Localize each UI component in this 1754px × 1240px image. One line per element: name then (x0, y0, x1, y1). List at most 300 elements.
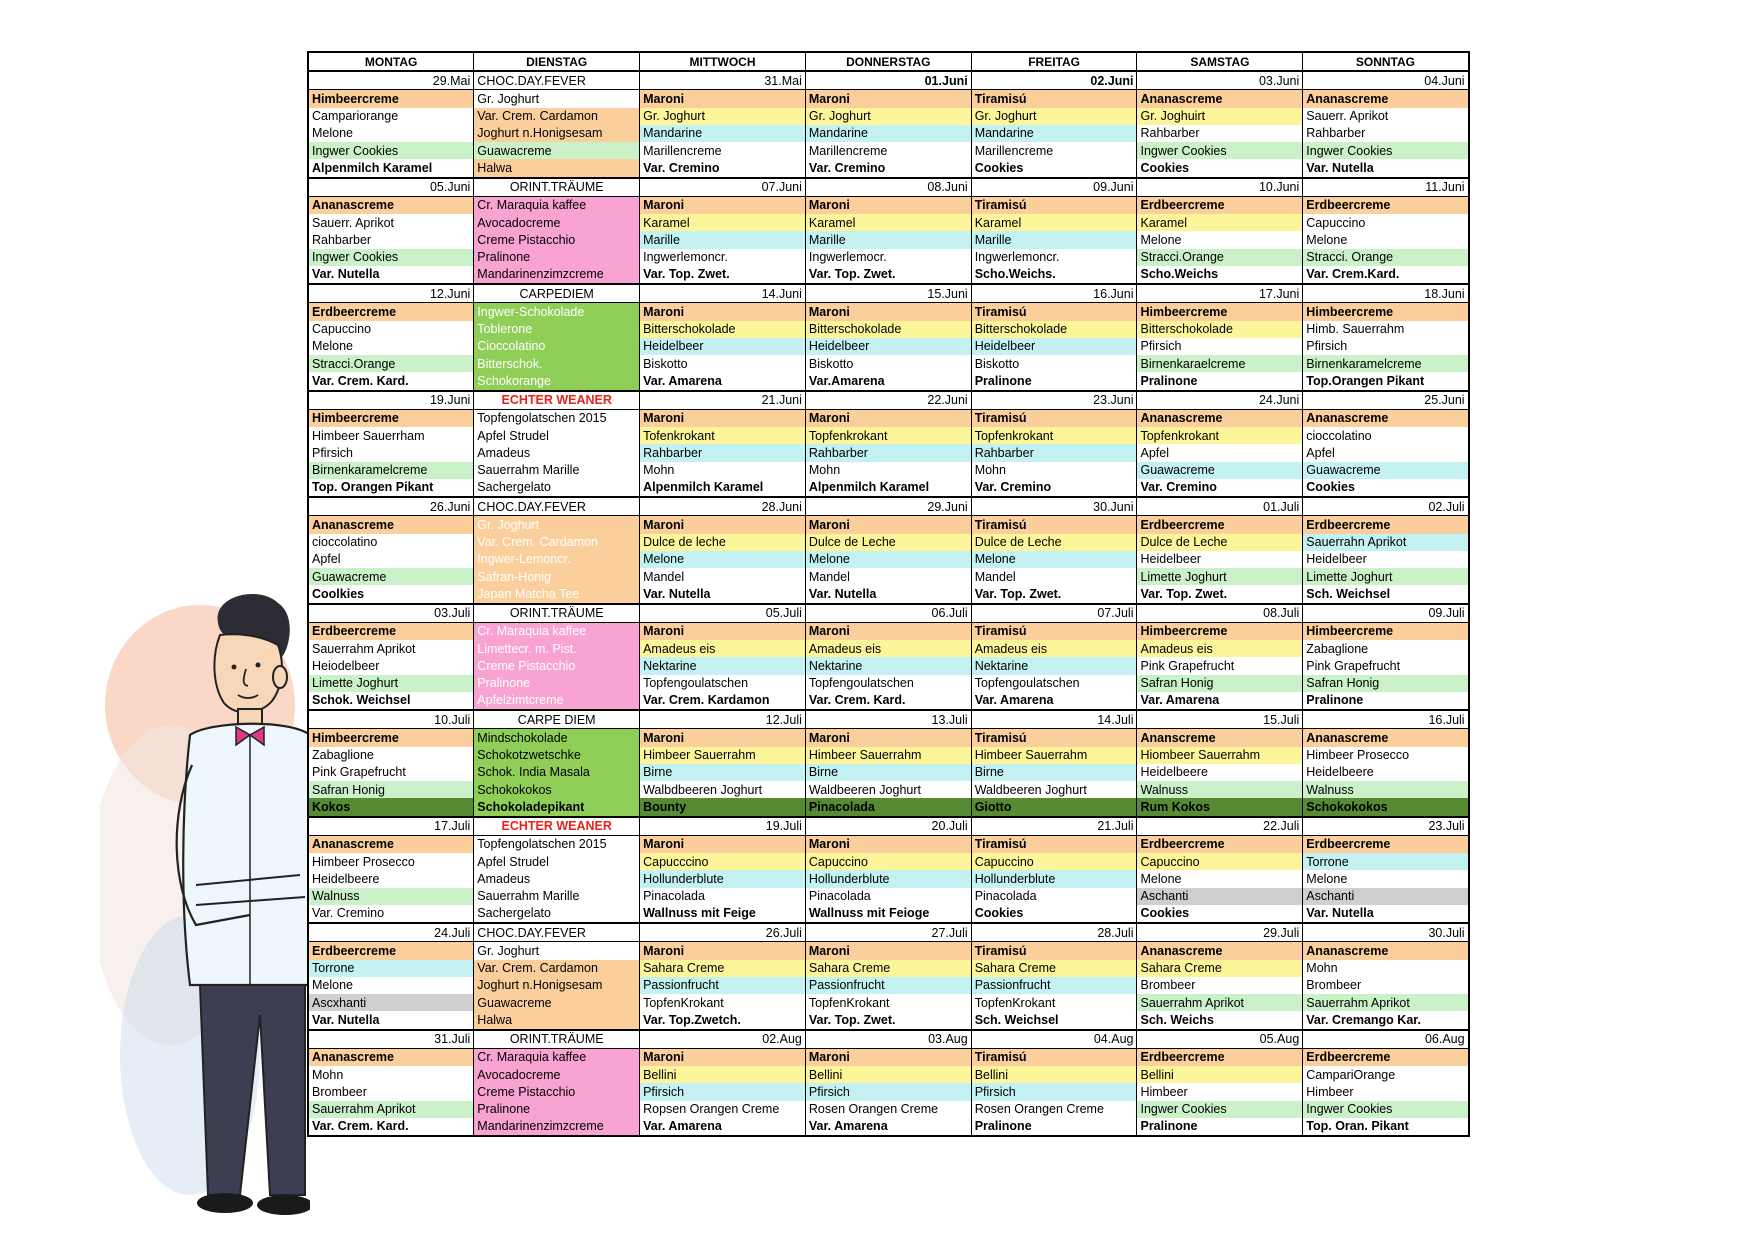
flavor-cell: Passionfrucht (640, 977, 806, 994)
flavor-cell: Passionfrucht (971, 977, 1137, 994)
flavor-cell: Maroni (805, 942, 971, 960)
flavor-cell: Schokorange (474, 372, 640, 390)
flavor-cell: Var. Cremino (308, 905, 474, 923)
flavor-cell: Var. Crem. Kard. (805, 692, 971, 710)
flavor-cell: TopfenKrokant (971, 994, 1137, 1011)
flavor-row (308, 196, 1469, 214)
flavor-row (308, 622, 1469, 640)
flavor-row (308, 1083, 1469, 1100)
flavor-cell: Kokos (308, 798, 474, 816)
flavor-cell: Pralinone (1303, 692, 1469, 710)
flavor-cell: Pinacolada (805, 798, 971, 816)
date-cell: 03.Aug (805, 1030, 971, 1049)
flavor-row (308, 266, 1469, 284)
flavor-row (308, 977, 1469, 994)
flavor-cell: Apfelzimtcreme (474, 692, 640, 710)
flavor-cell: Ananascreme (1303, 729, 1469, 747)
flavor-row (308, 942, 1469, 960)
flavor-cell: Topfengoulatschen (640, 675, 806, 692)
flavor-cell: Var. Amarena (640, 1118, 806, 1136)
flavor-cell: Sauerr. Aprikot (308, 214, 474, 231)
flavor-cell: Marillencreme (971, 142, 1137, 159)
flavor-cell: Maroni (640, 196, 806, 214)
flavor-cell: Pralinone (1137, 372, 1303, 390)
flavor-cell: Melone (640, 551, 806, 568)
flavor-row (308, 835, 1469, 853)
date-cell: 18.Juni (1303, 284, 1469, 303)
flavor-cell: Top. Orangen Pikant (308, 479, 474, 497)
flavor-row (308, 409, 1469, 427)
date-cell: 02.Juni (971, 71, 1137, 90)
flavor-cell: Mohn (1303, 960, 1469, 977)
date-cell: 14.Juli (971, 710, 1137, 729)
flavor-cell: Limette Joghurt (308, 675, 474, 692)
date-cell: 30.Juni (971, 497, 1137, 516)
flavor-cell: Ascxhanti (308, 994, 474, 1011)
flavor-cell: Heidelbeer (805, 338, 971, 355)
flavor-cell: Biskotto (805, 355, 971, 372)
date-cell: 26.Juni (308, 497, 474, 516)
flavor-cell: Himbeer Prosecco (308, 853, 474, 870)
flavor-cell: Hiombeer Sauerrahm (1137, 747, 1303, 764)
flavor-cell: Topfengoulatschen (971, 675, 1137, 692)
flavor-cell: Bitterschokolade (971, 321, 1137, 338)
plan-body (308, 71, 1469, 1136)
week-date-row (308, 178, 1469, 197)
date-cell: 11.Juni (1303, 178, 1469, 197)
flavor-cell: Amadeus (474, 444, 640, 461)
flavor-cell: Campariorange (308, 108, 474, 125)
waiter-illustration (100, 585, 310, 1235)
flavor-cell: Gr. Joghurt (474, 90, 640, 108)
flavor-cell: Bitterschokolade (805, 321, 971, 338)
date-cell: 19.Juni (308, 391, 474, 410)
flavor-row (308, 905, 1469, 923)
flavor-cell: Var. Cremango Kar. (1303, 1011, 1469, 1029)
week-date-row (308, 817, 1469, 836)
date-cell: 09.Juli (1303, 604, 1469, 623)
flavor-cell: Rahbarber (1137, 125, 1303, 142)
flavor-cell: Pralinone (1137, 1118, 1303, 1136)
flavor-cell: Marille (971, 231, 1137, 248)
flavor-cell: Aschanti (1137, 888, 1303, 905)
flavor-cell: Mohn (640, 462, 806, 479)
header-sonntag: SONNTAG (1303, 52, 1469, 71)
flavor-cell: Bellini (805, 1066, 971, 1083)
flavor-cell: Pralinone (474, 249, 640, 266)
date-cell: 20.Juli (805, 817, 971, 836)
flavor-cell: TopfenKrokant (805, 994, 971, 1011)
theme-label: ECHTER WEANER (474, 391, 640, 410)
date-cell: 30.Juli (1303, 923, 1469, 942)
flavor-cell: Var. Crem. Kard. (308, 372, 474, 390)
flavor-cell: Pfirsich (640, 1083, 806, 1100)
flavor-cell: Var. Nutella (1303, 905, 1469, 923)
date-cell: 28.Juli (971, 923, 1137, 942)
flavor-cell: Dulce de leche (640, 534, 806, 551)
flavor-cell: Bellini (1137, 1066, 1303, 1083)
flavor-cell: Var. Amarena (640, 372, 806, 390)
flavor-cell: Var. Top. Zwet. (1137, 585, 1303, 603)
flavor-cell: Heidelbeer (640, 338, 806, 355)
flavor-cell: Var. Amarena (971, 692, 1137, 710)
flavor-cell: Giotto (971, 798, 1137, 816)
flavor-cell: Tiramisú (971, 196, 1137, 214)
flavor-cell: Tiramisú (971, 729, 1137, 747)
flavor-cell: Maroni (640, 729, 806, 747)
flavor-cell: Bounty (640, 798, 806, 816)
flavor-cell: Ananascreme (1137, 90, 1303, 108)
week-date-row (308, 604, 1469, 623)
flavor-cell: Var. Top. Zwet. (640, 266, 806, 284)
flavor-cell: Sahara Creme (971, 960, 1137, 977)
flavor-cell: Brombeer (308, 1083, 474, 1100)
flavor-cell: Sachergelato (474, 905, 640, 923)
date-cell: 16.Juni (971, 284, 1137, 303)
date-cell: 22.Juli (1137, 817, 1303, 836)
flavor-cell: Erdbeercreme (308, 622, 474, 640)
flavor-cell: Birne (640, 764, 806, 781)
theme-label: CARPEDIEM (474, 284, 640, 303)
date-cell: 08.Juli (1137, 604, 1303, 623)
date-cell: 12.Juli (640, 710, 806, 729)
flavor-cell: Karamel (805, 214, 971, 231)
flavor-cell: Hollunderblute (805, 870, 971, 887)
flavor-cell: Himbeercreme (1137, 622, 1303, 640)
flavor-cell: Erdbeercreme (1137, 516, 1303, 534)
flavor-cell: Sauerrahn Aprikot (1303, 534, 1469, 551)
flavor-cell: Amadeus eis (805, 640, 971, 657)
flavor-cell: Himbeercreme (308, 729, 474, 747)
flavor-cell: cioccolatino (1303, 427, 1469, 444)
flavor-cell: Joghurt n.Honigsesam (474, 977, 640, 994)
flavor-cell: Maroni (640, 942, 806, 960)
flavor-cell: Himbeercreme (308, 90, 474, 108)
flavor-cell: Topfenkrokant (971, 427, 1137, 444)
flavor-cell: Tiramisú (971, 835, 1137, 853)
flavor-cell: Himbeer Sauerrham (308, 427, 474, 444)
flavor-cell: Erdbeercreme (308, 303, 474, 321)
flavor-cell: Aschanti (1303, 888, 1469, 905)
date-cell: 31.Mai (640, 71, 806, 90)
flavor-cell: Wallnuss mit Feige (640, 905, 806, 923)
date-cell: 05.Aug (1137, 1030, 1303, 1049)
date-cell: 23.Juli (1303, 817, 1469, 836)
flavor-cell: Mandarine (971, 125, 1137, 142)
flavor-cell: Wallnuss mit Feioge (805, 905, 971, 923)
flavor-cell: Pfirsich (971, 1083, 1137, 1100)
flavor-row (308, 534, 1469, 551)
flavor-cell: Guawacreme (474, 142, 640, 159)
flavor-cell: Cookies (971, 159, 1137, 177)
flavor-cell: Cr. Maraquia kaffee (474, 622, 640, 640)
flavor-row (308, 321, 1469, 338)
theme-label: ORINT.TRÄUME (474, 1030, 640, 1049)
flavor-cell: Pink Grapefrucht (308, 764, 474, 781)
flavor-cell: Karamel (971, 214, 1137, 231)
date-cell: 17.Juni (1137, 284, 1303, 303)
flavor-cell: Var. Crem. Cardamon (474, 534, 640, 551)
flavor-row (308, 1011, 1469, 1029)
flavor-cell: Ananascreme (1303, 942, 1469, 960)
flavor-cell: Schokotzwetschke (474, 747, 640, 764)
flavor-cell: Himbeer Sauerrahm (971, 747, 1137, 764)
ice-cream-weekly-plan (307, 51, 1470, 1137)
flavor-cell: Var. Crem. Kardamon (640, 692, 806, 710)
flavor-cell: Pfirsich (1137, 338, 1303, 355)
flavor-cell: Topfengolatschen 2015 (474, 409, 640, 427)
date-cell: 24.Juli (308, 923, 474, 942)
flavor-cell: Tofenkrokant (640, 427, 806, 444)
flavor-row (308, 108, 1469, 125)
flavor-cell: Topfengoulatschen (805, 675, 971, 692)
flavor-cell: cioccolatino (308, 534, 474, 551)
flavor-cell: Capuccino (971, 853, 1137, 870)
flavor-cell: Dulce de Leche (805, 534, 971, 551)
flavor-cell: Alpenmilch Karamel (308, 159, 474, 177)
flavor-cell: Heiodelbeer (308, 657, 474, 674)
flavor-cell: Capuccino (308, 321, 474, 338)
flavor-row (308, 568, 1469, 585)
date-cell: 04.Aug (971, 1030, 1137, 1049)
date-cell: 08.Juni (805, 178, 971, 197)
flavor-cell: Mandel (640, 568, 806, 585)
flavor-cell: Sauerrahm Aprikot (1303, 994, 1469, 1011)
weekday-header-row (308, 52, 1469, 71)
flavor-cell: Himbeercreme (1303, 622, 1469, 640)
flavor-cell: Gr. Joghurt (474, 942, 640, 960)
flavor-cell: Walnuss (1137, 781, 1303, 798)
flavor-cell: Pralinone (971, 1118, 1137, 1136)
flavor-cell: Safran Honig (308, 781, 474, 798)
flavor-cell: Waldbeeren Joghurt (971, 781, 1137, 798)
flavor-cell: Mandel (971, 568, 1137, 585)
date-cell: 09.Juni (971, 178, 1137, 197)
flavor-cell: Mindschokolade (474, 729, 640, 747)
date-cell: 02.Juli (1303, 497, 1469, 516)
flavor-cell: Pfirsich (308, 444, 474, 461)
flavor-cell: Halwa (474, 159, 640, 177)
flavor-cell: Rahbarber (805, 444, 971, 461)
flavor-cell: Tiramisú (971, 942, 1137, 960)
flavor-row (308, 1066, 1469, 1083)
week-date-row (308, 497, 1469, 516)
flavor-cell: Var. Top. Zwet. (805, 266, 971, 284)
flavor-cell: Himbeercreme (308, 409, 474, 427)
flavor-cell: Ananscreme (1137, 729, 1303, 747)
date-cell: 03.Juni (1137, 71, 1303, 90)
flavor-cell: Mandarine (805, 125, 971, 142)
flavor-cell: Cookies (971, 905, 1137, 923)
flavor-cell: Ingwerlemocr. (805, 249, 971, 266)
flavor-cell: Tiramisú (971, 90, 1137, 108)
flavor-cell: Mohn (971, 462, 1137, 479)
flavor-cell: Ananascreme (308, 1048, 474, 1066)
flavor-cell: Maroni (805, 90, 971, 108)
date-cell: 14.Juni (640, 284, 806, 303)
flavor-cell: Melone (1137, 870, 1303, 887)
flavor-cell: Maroni (640, 303, 806, 321)
date-cell: 06.Aug (1303, 1030, 1469, 1049)
flavor-cell: Mandarinenzimzcreme (474, 1118, 640, 1136)
flavor-cell: Maroni (640, 622, 806, 640)
flavor-cell: Biskotto (971, 355, 1137, 372)
flavor-row (308, 159, 1469, 177)
flavor-cell: Schok. India Masala (474, 764, 640, 781)
flavor-cell: Safran-Honig (474, 568, 640, 585)
flavor-cell: Sauerr. Aprikot (1303, 108, 1469, 125)
flavor-cell: Heidelbeer (971, 338, 1137, 355)
week-date-row (308, 284, 1469, 303)
date-cell: 24.Juni (1137, 391, 1303, 410)
flavor-cell: Melone (1137, 231, 1303, 248)
flavor-cell: Top.Orangen Pikant (1303, 372, 1469, 390)
flavor-cell: Amadeus (474, 870, 640, 887)
flavor-cell: Tiramisú (971, 622, 1137, 640)
week-date-row (308, 71, 1469, 90)
flavor-cell: Maroni (640, 409, 806, 427)
flavor-cell: Ananascreme (308, 516, 474, 534)
flavor-cell: Amadeus eis (971, 640, 1137, 657)
flavor-cell: Brombeer (1303, 977, 1469, 994)
header-freitag: FREITAG (971, 52, 1137, 71)
flavor-cell: Maroni (805, 409, 971, 427)
date-cell: 27.Juli (805, 923, 971, 942)
flavor-cell: Pink Grapefrucht (1137, 657, 1303, 674)
flavor-cell: Biskotto (640, 355, 806, 372)
flavor-cell: Maroni (640, 835, 806, 853)
flavor-cell: Avocadocreme (474, 214, 640, 231)
flavor-cell: Var. Top.Zwetch. (640, 1011, 806, 1029)
flavor-row (308, 870, 1469, 887)
flavor-cell: Toblerone (474, 321, 640, 338)
week-date-row (308, 923, 1469, 942)
flavor-cell: Ingwerlemoncr. (640, 249, 806, 266)
flavor-cell: Ingwerlemoncr. (971, 249, 1137, 266)
flavor-cell: Erdbeercreme (1303, 1048, 1469, 1066)
flavor-cell: Stracci.Orange (1137, 249, 1303, 266)
flavor-cell: Rahbarber (1303, 125, 1469, 142)
week-date-row (308, 391, 1469, 410)
flavor-cell: Avocadocreme (474, 1066, 640, 1083)
flavor-cell: Guawacreme (474, 994, 640, 1011)
flavor-row (308, 516, 1469, 534)
flavor-cell: Ingwer Cookies (1137, 142, 1303, 159)
flavor-cell: Melone (308, 338, 474, 355)
flavor-cell: Apfel (308, 551, 474, 568)
flavor-cell: Cookies (1137, 905, 1303, 923)
flavor-cell: Var. Cremino (805, 159, 971, 177)
flavor-cell: Walnuss (308, 888, 474, 905)
flavor-cell: Var.Amarena (805, 372, 971, 390)
date-cell: 26.Juli (640, 923, 806, 942)
flavor-cell: Himbeer Sauerrahm (805, 747, 971, 764)
flavor-cell: Var. Nutella (805, 585, 971, 603)
flavor-cell: Pfirsich (1303, 338, 1469, 355)
flavor-cell: Alpenmilch Karamel (640, 479, 806, 497)
flavor-row (308, 372, 1469, 390)
flavor-cell: Sauerrahm Aprikot (308, 640, 474, 657)
flavor-cell: Mohn (308, 1066, 474, 1083)
date-cell: 05.Juli (640, 604, 806, 623)
flavor-cell: Var. Nutella (308, 266, 474, 284)
date-cell: 07.Juni (640, 178, 806, 197)
flavor-cell: Passionfrucht (805, 977, 971, 994)
flavor-row (308, 888, 1469, 905)
flavor-cell: Torrone (308, 960, 474, 977)
flavor-cell: Heidelbeere (1303, 764, 1469, 781)
header-dienstag: DIENSTAG (474, 52, 640, 71)
flavor-cell: Birne (971, 764, 1137, 781)
flavor-cell: Heidelbeere (1137, 764, 1303, 781)
date-cell: 02.Aug (640, 1030, 806, 1049)
flavor-cell: Marillencreme (640, 142, 806, 159)
flavor-cell: Safran Honig (1137, 675, 1303, 692)
flavor-cell: Guawacreme (1137, 462, 1303, 479)
header-donnerstag: DONNERSTAG (805, 52, 971, 71)
date-cell: 10.Juni (1137, 178, 1303, 197)
header-mittwoch: MITTWOCH (640, 52, 806, 71)
flavor-cell: Capuccino (805, 853, 971, 870)
flavor-cell: Sch. Weichsel (1303, 585, 1469, 603)
flavor-cell: Maroni (640, 90, 806, 108)
flavor-cell: Waldbeeren Joghurt (805, 781, 971, 798)
theme-label: ORINT.TRÄUME (474, 604, 640, 623)
flavor-cell: Dulce de Leche (971, 534, 1137, 551)
date-cell: 10.Juli (308, 710, 474, 729)
flavor-cell: Bellini (971, 1066, 1137, 1083)
flavor-cell: Gr. Joghuirt (1137, 108, 1303, 125)
flavor-cell: Tiramisú (971, 516, 1137, 534)
flavor-cell: Cookies (1303, 479, 1469, 497)
date-cell: 29.Juli (1137, 923, 1303, 942)
date-cell: 01.Juli (1137, 497, 1303, 516)
flavor-cell: Schokokokos (474, 781, 640, 798)
week-date-row (308, 710, 1469, 729)
flavor-cell: Hollunderblute (640, 870, 806, 887)
flavor-cell: Cookies (1137, 159, 1303, 177)
flavor-row (308, 479, 1469, 497)
flavor-row (308, 462, 1469, 479)
flavor-cell: Schokokokos (1303, 798, 1469, 816)
flavor-cell: TopfenKrokant (640, 994, 806, 1011)
flavor-cell: Stracci.Orange (308, 355, 474, 372)
header-samstag: SAMSTAG (1137, 52, 1303, 71)
flavor-cell: Karamel (640, 214, 806, 231)
flavor-cell: Pinacolada (640, 888, 806, 905)
flavor-cell: Sahara Creme (805, 960, 971, 977)
flavor-cell: Capucccino (640, 853, 806, 870)
flavor-cell: Pralinone (474, 1101, 640, 1118)
flavor-cell: Creme Pistacchio (474, 1083, 640, 1100)
flavor-cell: Ingwer-Schokolade (474, 303, 640, 321)
flavor-cell: Erdbeercreme (308, 942, 474, 960)
date-cell: 31.Juli (308, 1030, 474, 1049)
flavor-cell: Erdbeercreme (1303, 835, 1469, 853)
flavor-cell: Mohn (805, 462, 971, 479)
flavor-cell: Birnenkaramelcreme (308, 462, 474, 479)
flavor-cell: Gr. Joghurt (971, 108, 1137, 125)
flavor-cell: Gr. Joghurt (640, 108, 806, 125)
date-cell: 16.Juli (1303, 710, 1469, 729)
flavor-cell: Walbdbeeren Joghurt (640, 781, 806, 798)
flavor-row (308, 853, 1469, 870)
flavor-cell: Scho.Weichs. (971, 266, 1137, 284)
flavor-cell: Sauerrahm Aprikot (308, 1101, 474, 1118)
flavor-cell: Marillencreme (805, 142, 971, 159)
flavor-cell: Apfel Strudel (474, 853, 640, 870)
date-cell: 25.Juni (1303, 391, 1469, 410)
